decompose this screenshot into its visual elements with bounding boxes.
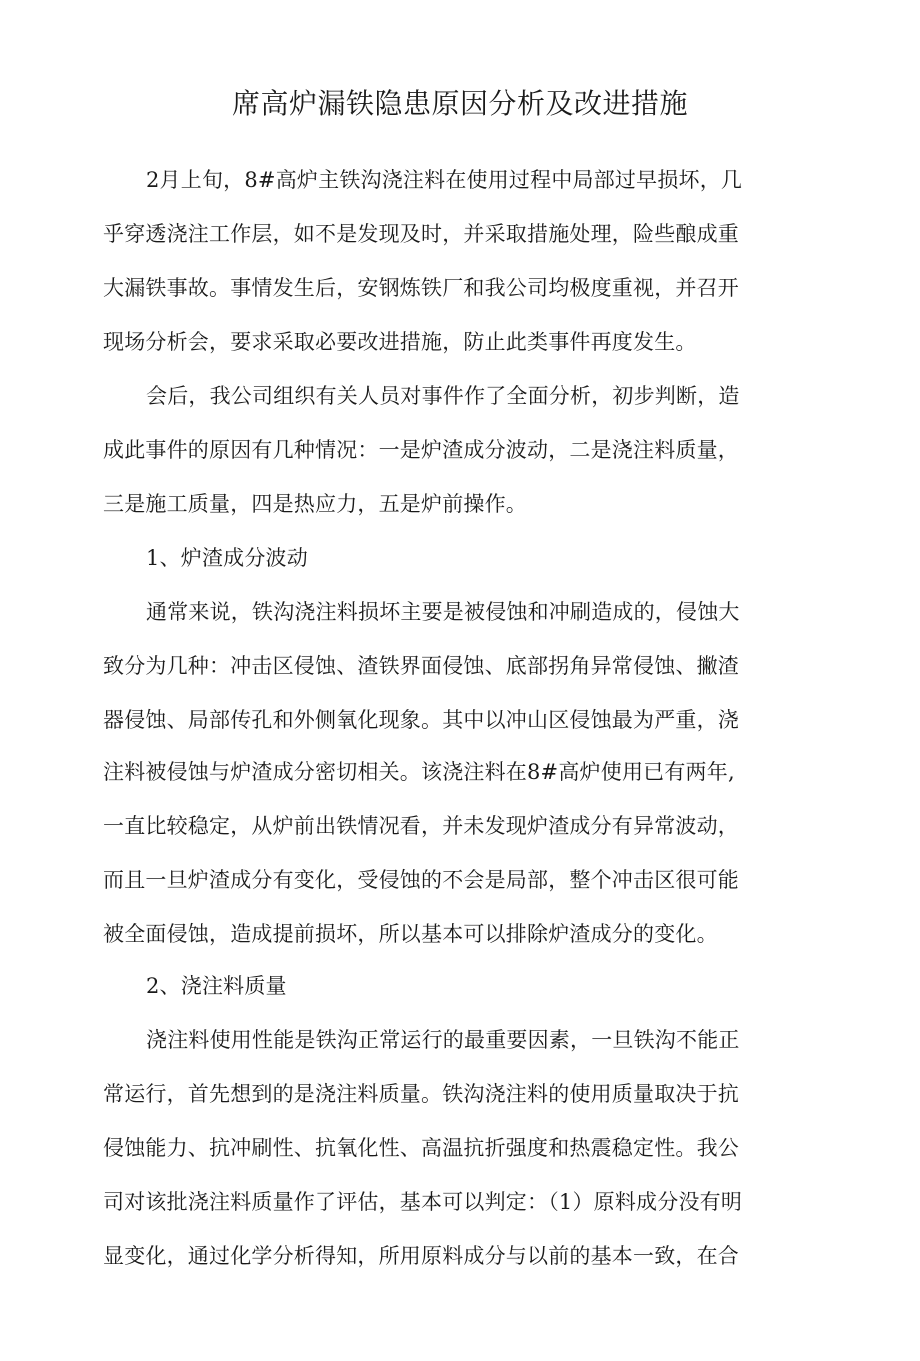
- section-heading-1: 1、炉渣成分波动: [146, 546, 308, 570]
- paragraph-1-line-1: 2月上旬，8#高炉主铁沟浇注料在使用过程中局部过早损坏，几: [146, 168, 743, 192]
- paragraph-3-line-7: 被全面侵蚀，造成提前损坏，所以基本可以排除炉渣成分的变化。: [103, 922, 718, 946]
- paragraph-3-line-1: 通常来说，铁沟浇注料损坏主要是被侵蚀和冲刷造成的，侵蚀大: [146, 600, 740, 624]
- paragraph-4-line-3: 侵蚀能力、抗冲刷性、抗氧化性、高温抗折强度和热震稳定性。我公: [103, 1136, 739, 1160]
- paragraph-3-line-4: 注料被侵蚀与炉渣成分密切相关。该浇注料在8#高炉使用已有两年,: [103, 760, 735, 784]
- section-heading-2: 2、浇注料质量: [146, 974, 287, 998]
- document-title: 席高炉漏铁隐患原因分析及改进措施: [231, 87, 688, 120]
- paragraph-4-line-2: 常运行，首先想到的是浇注料质量。铁沟浇注料的使用质量取决于抗: [103, 1082, 739, 1106]
- paragraph-3-line-5: 一直比较稳定，从炉前出铁情况看，并未发现炉渣成分有异常波动，: [103, 814, 739, 838]
- paragraph-3-line-6: 而且一旦炉渣成分有变化，受侵蚀的不会是局部，整个冲击区很可能: [103, 868, 739, 892]
- paragraph-2-line-3: 三是施工质量，四是热应力，五是炉前操作。: [103, 492, 527, 516]
- paragraph-2-line-1: 会后，我公司组织有关人员对事件作了全面分析，初步判断，造: [146, 384, 740, 408]
- paragraph-1-line-2: 乎穿透浇注工作层，如不是发现及时，并采取措施处理，险些酿成重: [103, 222, 739, 246]
- paragraph-4-line-5: 显变化，通过化学分析得知，所用原料成分与以前的基本一致，在合: [103, 1244, 739, 1268]
- paragraph-1-line-4: 现场分析会，要求采取必要改进措施，防止此类事件再度发生。: [103, 330, 697, 354]
- paragraph-3-line-2: 致分为几种：冲击区侵蚀、渣铁界面侵蚀、底部拐角异常侵蚀、撇渣: [103, 654, 739, 678]
- paragraph-4-line-4: 司对该批浇注料质量作了评估，基本可以判定：（1）原料成分没有明: [103, 1190, 743, 1214]
- paragraph-3-line-3: 器侵蚀、局部传孔和外侧氧化现象。其中以冲山区侵蚀最为严重，浇: [103, 708, 739, 732]
- paragraph-4-line-1: 浇注料使用性能是铁沟正常运行的最重要因素，一旦铁沟不能正: [146, 1028, 740, 1052]
- paragraph-2-line-2: 成此事件的原因有几种情况：一是炉渣成分波动，二是浇注料质量，: [103, 438, 739, 462]
- paragraph-1-line-3: 大漏铁事故。事情发生后，安钢炼铁厂和我公司均极度重视，并召开: [103, 276, 739, 300]
